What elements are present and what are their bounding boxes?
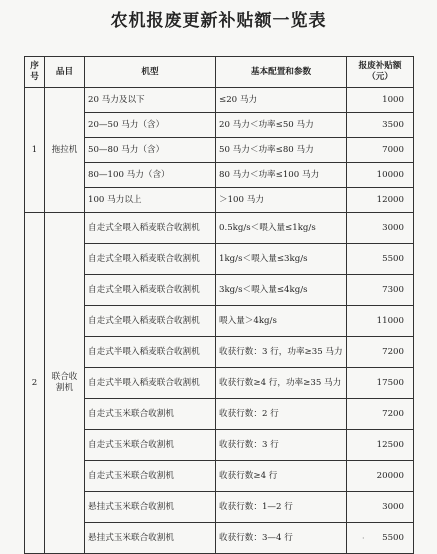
cell-config: 收获行数≥4 行 [216,461,347,492]
cell-model: 50—80 马力（含） [85,138,216,163]
header-config: 基本配置和参数 [216,57,347,88]
cell-config: ＞100 马力 [216,188,347,213]
cell-subsidy: 5500 [347,244,414,275]
cell-model: 悬挂式玉米联合收割机 [85,523,216,554]
cell-subsidy: 3000 [347,492,414,523]
subsidy-table [24,56,414,554]
cell-seq: 1 [25,88,45,213]
cell-config: 20 马力＜功率≤50 马力 [216,113,347,138]
cell-config: 收获行数≥4 行，功率≥35 马力 [216,368,347,399]
cell-config: ≤20 马力 [216,88,347,113]
cell-model: 自走式全喂入稻麦联合收割机 [85,306,216,337]
cell-subsidy: 7300 [347,275,414,306]
cell-model: 80—100 马力（含） [85,163,216,188]
cell-subsidy: 1000 [347,88,414,113]
cell-subsidy: 10000 [347,163,414,188]
cell-config: 收获行数：3—4 行 [216,523,347,554]
cell-model: 自走式半喂入稻麦联合收割机 [85,337,216,368]
cell-subsidy: 20000 [347,461,414,492]
cell-seq: 2 [25,213,45,554]
cell-model: 自走式半喂入稻麦联合收割机 [85,368,216,399]
cell-subsidy: 12500 [347,430,414,461]
cell-model: 20 马力及以下 [85,88,216,113]
cell-model: 悬挂式玉米联合收割机 [85,492,216,523]
cell-config: 1kg/s＜喂入量≤3kg/s [216,244,347,275]
page-title: 农机报废更新补贴额一览表 [110,11,327,31]
header-category: 品目 [45,57,85,88]
table-row [25,88,414,113]
cell-subsidy: 3000 [347,213,414,244]
cell-config: 收获行数：3 行 [216,430,347,461]
cell-subsidy: 7000 [347,138,414,163]
header-subsidy: 报废补贴额（元） [347,57,414,88]
cell-model: 自走式全喂入稻麦联合收割机 [85,213,216,244]
page-corner-mark: · [362,534,365,543]
cell-config: 50 马力＜功率≤80 马力 [216,138,347,163]
cell-model: 自走式全喂入稻麦联合收割机 [85,244,216,275]
cell-model: 自走式玉米联合收割机 [85,430,216,461]
cell-subsidy: 11000 [347,306,414,337]
cell-model: 自走式玉米联合收割机 [85,399,216,430]
table-row [25,213,414,244]
cell-config: 3kg/s＜喂入量≤4kg/s [216,275,347,306]
cell-subsidy: 7200 [347,399,414,430]
cell-config: 收获行数：2 行 [216,399,347,430]
cell-model: 自走式玉米联合收割机 [85,461,216,492]
cell-subsidy: 17500 [347,368,414,399]
header-seq: 序号 [25,57,45,88]
cell-category: 拖拉机 [45,88,85,213]
cell-config: 收获行数：1—2 行 [216,492,347,523]
cell-subsidy: 3500 [347,113,414,138]
cell-model: 20—50 马力（含） [85,113,216,138]
cell-subsidy: 5500 [347,523,414,554]
cell-model: 自走式全喂入稻麦联合收割机 [85,275,216,306]
cell-config: 喂入量＞4kg/s [216,306,347,337]
table-header-row [25,57,414,88]
table-body [25,88,414,554]
cell-subsidy: 7200 [347,337,414,368]
header-model: 机型 [85,57,216,88]
cell-category: 联合收割机 [45,213,85,554]
cell-model: 100 马力以上 [85,188,216,213]
cell-subsidy: 12000 [347,188,414,213]
cell-config: 0.5kg/s＜喂入量≤1kg/s [216,213,347,244]
cell-config: 收获行数：3 行，功率≥35 马力 [216,337,347,368]
cell-config: 80 马力＜功率≤100 马力 [216,163,347,188]
